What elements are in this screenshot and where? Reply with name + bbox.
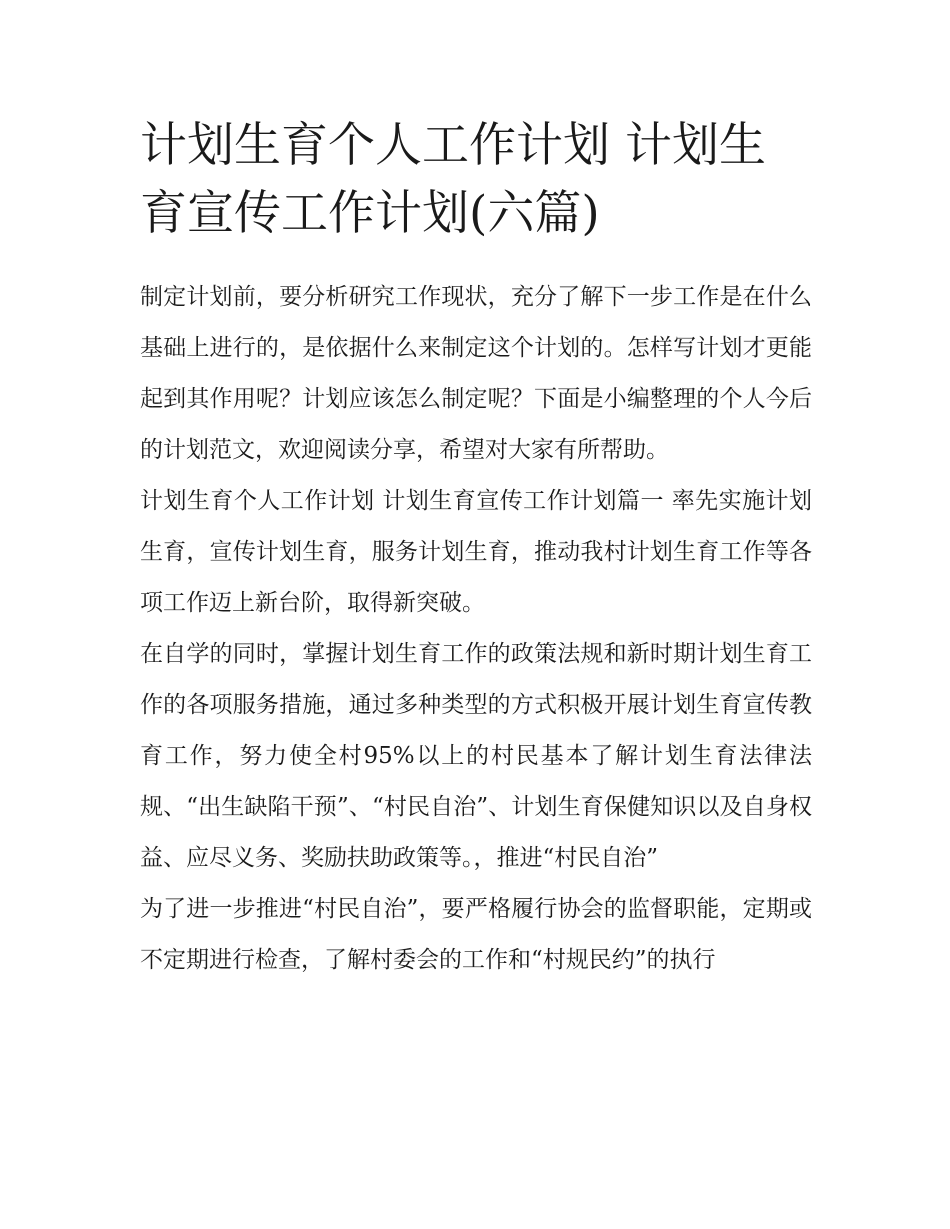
- paragraph-intro: 制定计划前，要分析研究工作现状，充分了解下一步工作是在什么基础上进行的，是依据什么来制定这个计划的。怎样写计划才更能起到其作用呢？计划应该怎么制定呢？下面是小编整理的个人今后的计划范文，欢迎阅读分享，希望对大家有所帮助。: [140, 284, 812, 463]
- paragraph-village-autonomy: 为了进一步推进“村民自治”，要严格履行协会的监督职能，定期或不定期进行检查，了解村委会的工作和“村规民约”的执行: [140, 896, 812, 973]
- document-body: [140, 272, 812, 986]
- document-title: 计划生育个人工作计划 计划生育宣传工作计划(六篇): [140, 118, 766, 241]
- paragraph-section-one: 计划生育个人工作计划 计划生育宣传工作计划篇一 率先实施计划生育，宣传计划生育，服务计划生育，推动我村计划生育工作等各项工作迈上新台阶，取得新突破。: [140, 488, 812, 616]
- document-page: [140, 112, 812, 986]
- paragraph-self-study: 在自学的同时，掌握计划生育工作的政策法规和新时期计划生育工作的各项服务措施，通过多种类型的方式积极开展计划生育宣传教育工作，努力使全村95%以上的村民基本了解计划生育法律法规、“出生缺陷干预”、“村民自治”、计划生育保健知识以及自身权益、应尽义务、奖励扶助政策等。，推进“村民自治”: [140, 641, 812, 871]
